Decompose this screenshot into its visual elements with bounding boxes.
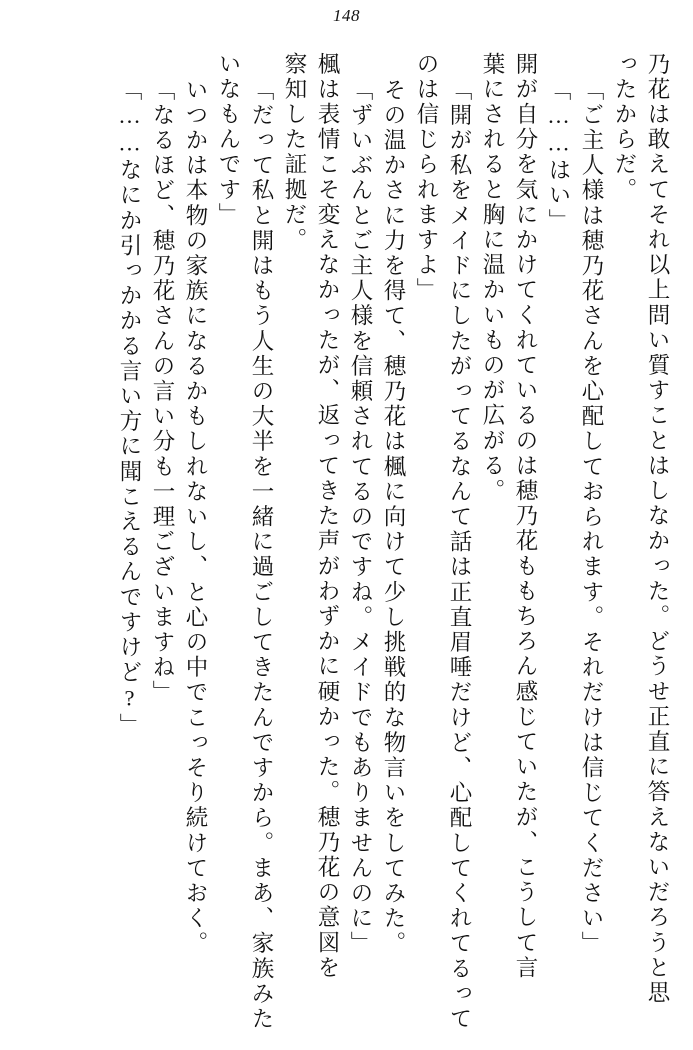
text-line: 楓は表情こそ変えなかったが、返ってきた声がわずかに硬かった。穂乃花の意図を (315, 52, 340, 981)
text-line: 葉にされると胸に温かいものが広がる。 (480, 52, 505, 504)
text-line: ったからだ。 (612, 52, 637, 203)
text-line: 察知した証拠だ。 (282, 52, 307, 253)
text-line: 「……はい」 (546, 78, 571, 234)
text-line: 「だって私と開はもう人生の大半を一緒に過ごしてきたんですから。まあ、家族みた (249, 78, 274, 1032)
text-line: その温かさに力を得て、穂乃花は楓に向けて少し挑戦的な物言いをしてみた。 (381, 78, 406, 957)
text-line: 「ご主人様は穂乃花さんを心配しておられます。それだけは信じてください」 (579, 78, 604, 957)
text-line: いなもんです」 (216, 52, 241, 228)
text-line: 「開が私をメイドにしたがってるなんて話は正直眉唾だけど、心配してくれてるって (447, 78, 472, 1032)
text-line: 乃花は敢えてそれ以上問い質すことはしなかった。どうせ正直に答えないだろうと思 (645, 52, 670, 1006)
text-line: 「ずいぶんとご主人様を信頼されてるのですね。メイドでもありませんのに」 (348, 78, 373, 957)
text-line: 開が自分を気にかけてくれているのは穂乃花ももちろん感じていたが、こうして言 (513, 52, 538, 981)
page-number: 148 (333, 6, 360, 25)
vertical-text-body (28, 52, 670, 1032)
text-line: 「……なにか引っかかる言い方に聞こえるんですけど?」 (117, 78, 142, 739)
text-line: 「なるほど、穂乃花さんの言い分も一理ございますね」 (150, 78, 175, 706)
text-line: のは信じられますよ」 (414, 52, 439, 303)
text-line: いつかは本物の家族になるかもしれないし、と心の中でこっそり続けておく。 (183, 78, 208, 957)
